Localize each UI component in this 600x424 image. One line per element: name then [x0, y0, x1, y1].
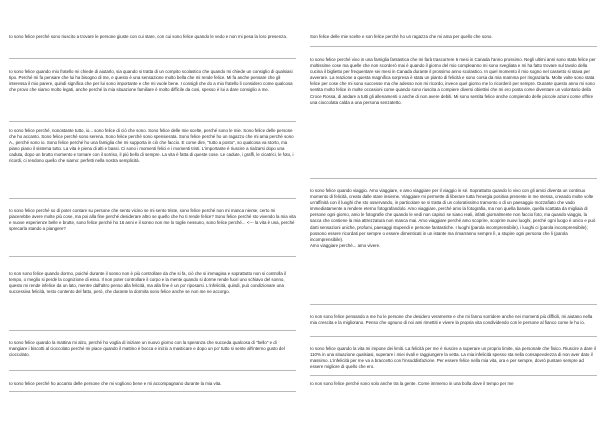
paragraph [9, 34, 296, 40]
paragraph [9, 128, 296, 165]
divider [310, 304, 597, 305]
paragraph-text: Io non sono felice quando dormo, poiché durante il sonno non è più controllare da che si fa, ciò che si immagina e soprattutto non si controlla il tempo, o meglio si perde la cognizione di esso. Il non poter controllare il corpo e la mente quando si dorme rende fuori uno schiavo del sonno, questo mi rende infelice da un lato, mentre dall'altro penso alla felicità, ma alla fine è un po' riposarsi. L'infelicità, quindi, può condizionare una successiva felicità, resto contento del fatto, però, che durante la dormita sono felice anche se non me ne accorgo. [9, 271, 287, 295]
paragraph [310, 314, 597, 326]
paragraph-text: Io sono felice quando viaggio. Amo viaggiare, e amo viaggiare per il viaggio in sé. Soprattutto quando lo vivo con gli amici diventa un continuo momento di felicità, creato dalle stare insieme. Viaggiare mi permette di liberare tutta l'energia positiva presente in me stessa, creando molte volte un'affinità con il luoghi che sto osservando, in particolare se si tratta di un coloratissimo tramonto o di un paesaggio mozzafiato che vado immediatamente a rendere eterno fotografandolo. Amo viaggiare, perché amo la fotografia, ma non quella banale, quella scattata da migliaia di persone ogni giorno, amo le fotografie che quando le vedi non capisci se siano reali, infatti giornalmente non faccio foto, ma quando viaggio, la sacca che contiene la mia attrezzatura non manca mai. Amo viaggiare perché amo scoprire, scoprire nuovi luoghi, perché ogni luogo è unico e può darti sensazioni uniche, profumi, paesaggi stupendi e persone fantastiche. I luoghi (parola incomprensibile), i luoghi ci (parola incomprensibile); possono essere ricordati per sempre o essere dimenticati in un istante ma rimarranno sempre lì, a stupire ogni persona che li (parola incomprensibile). Amo viaggiare perché... amo vivere. [310, 188, 596, 248]
divider [310, 336, 597, 337]
paragraph-text: Io non sono felice pensando a me ho le persone che desidero veramente e che mi fanno sorridere anche nei momenti più difficili, mi aiutano nella mia crescita e la migliorano. Penso che ognuno di noi ami rimettiti e vivere la propria vita condividendo con le persone al fianco come le ho io. [310, 314, 593, 326]
paragraph-text: Io sono felice quando mio fratello mi chiede di aiutarlo, sia quando si tratta di un compito scolastico che quando mi chiede un consiglio di qualsiasi tipo. Perché mi fa pensare che lui ha bisogno di me, e questo è una sensazione molto bella che mi rende felice. Mi fa anche pensare che gli interessa il mio parere, quindi significa che per lui sono importante e che mi vuole bene. I consigli che do a mio fratello li considero come qualcosa che provo che siamo molto legati, anche perché la mia situazione familiare è molto difficile da cosi, spesso è lui a dare consiglio a me. [9, 69, 293, 93]
paragraph [310, 346, 597, 370]
divider [310, 46, 597, 47]
paragraph [310, 381, 597, 387]
paragraph [9, 340, 296, 358]
paragraph [9, 69, 296, 93]
paragraph [9, 381, 296, 387]
divider [9, 256, 296, 257]
divider [9, 330, 296, 331]
paragraph-text: Io sono felice perché, nonostante tutto, io... sono felice di ciò che sono. Sono felice delle mie scelte, perché sono le mie. Sono felice delle persone che ho accanto. Sono felice perché sono serena. Sono felice perché sono spensierata. Sono felice perché ho un ragazzo che mi ama perché sono A., perché sono io. Sono felice perché ho una famiglia che mi supporta in ciò che faccio. E come dire, "tutto a posto", so qualcosa va storto, ma piano piano il sistema tutto. La vita è piena di alti e bassi. Ci sono i momenti felici e i momenti tristi. L'importante è riuscire a rialzarsi dopo una caduta, dopo un brutto momento e tornare con il sorriso, il più bello di sempre. La vita è fatta di queste cose. Le cadute, i graffi, le cicatrici, le foto, i ricordi, ci rendono quello che siamo: perfetti nella nostra semplicità. [9, 128, 294, 164]
divider [310, 375, 597, 376]
divider [9, 391, 296, 392]
paragraph-text: Io sono felice perché ho accanto delle persone che mi vogliono bene e mi accompagnano durante la mia vita. [9, 381, 222, 386]
paragraph-text: Io non sono felice perché sono solo anche tra la gente. Come immerso in una bolla dove il tempo per me [310, 381, 514, 386]
paragraph [310, 188, 597, 249]
paragraph [9, 208, 296, 232]
paragraph-text: Io sono felice quando la vita mi impone dei limiti. La felicità per me è riuscire a superare un proprio limite, sia personale che fisico. Riuscire a dare il 110% in una situazione qualsiasi, superare i miei rivali e raggiungere la vetta. La mia infelicità spesso sta nella consapevolezza di non aver dato il massimo. L'infelicità per me va a braccetto con l'insoddisfazione. Per essere felice nella mia vita, ora e per sempre, dovrò puntare sempre ad essere migliore di quello che ero. [310, 346, 596, 370]
paragraph [310, 34, 597, 40]
divider [310, 178, 597, 179]
paragraph-text: Son felice delle mie scelte e son felice perché ho un ragazza che mi ama per quello che sono. [310, 34, 493, 39]
paragraph-text: Io sono felice perché so di poter contare su persone che sento vicino se mi sento triste, sono felice perché non mi manca niente, certo mi piacerebbe avere molte più cose, ma poi alla fine perché desiderare altro se quello che ho ti rende felice? Sono felice perché sto vivendo la mia vita e nuove esperienze belle e brutte, sono felice perché ho 16 anni e il sonno non me lo toglie nessuno, sono felice perché... <--- la vita è una, perché sprecarla stando a piangere? [9, 208, 296, 232]
paragraph-text: Io sono felice quando la mattina mi alzo, perché ho voglia di iniziare un nuovo giorno con la speranza che succeda qualcosa di "bello" e di mangiare i biscotti al cioccolato perché mi piace quando il mattino è bocca e inizio a masticare e dopo un po' tutto si sente all'interno gusto del cioccolato. [9, 340, 285, 358]
paragraph-text: Io sono felice perché vivo in una famiglia fantastica che mi farà trascorrere 6 mesi in Canada l'anno prossimo. Negli ultimi anni sono stata felice per moltissime cose ma quelle che non scorderò mai è quando il giorno del mio compleanno mi sono svegliata e mi ha fatto trovare sul tavolo della cucina il biglietto per frequentare sei mesi in Canada durante il prossimo anno scolastico. In quel momento il mio sogno nel cassetto si stava per avverare. La reazione a questa magnifica sorpresa è stata un pianto di felicità e sono corsa da mia mamma per ringraziarla. Molte volte sono stata felice per cose che mi sono successe ma che adesso non mi ricordo, invece quel giorno me lo ricorderò per sempre. Durante questo anno mi sono sentita molto felice in molte occasioni come quando sono riuscita a compiere diversi obiettivi che mi ero posta come diventare un volontario della Croce Rossa, di andare a tutti gli allenamenti o anche di non avere debiti. Mi sono sentita felice anche compiendo delle piccole azioni come offrire una cioccolata calda a una persona senzatetto. [310, 57, 596, 105]
divider [9, 370, 296, 371]
paragraph-text: Io sono felice perché sono riuscito a trovare le persone giuste con cui stare, con cui sono felice quando le vedo e non mi pesa la loro presenza. [9, 34, 287, 39]
paragraph [9, 271, 296, 295]
divider [9, 121, 296, 122]
paragraph [310, 57, 597, 106]
divider [9, 198, 296, 199]
divider [9, 58, 296, 59]
